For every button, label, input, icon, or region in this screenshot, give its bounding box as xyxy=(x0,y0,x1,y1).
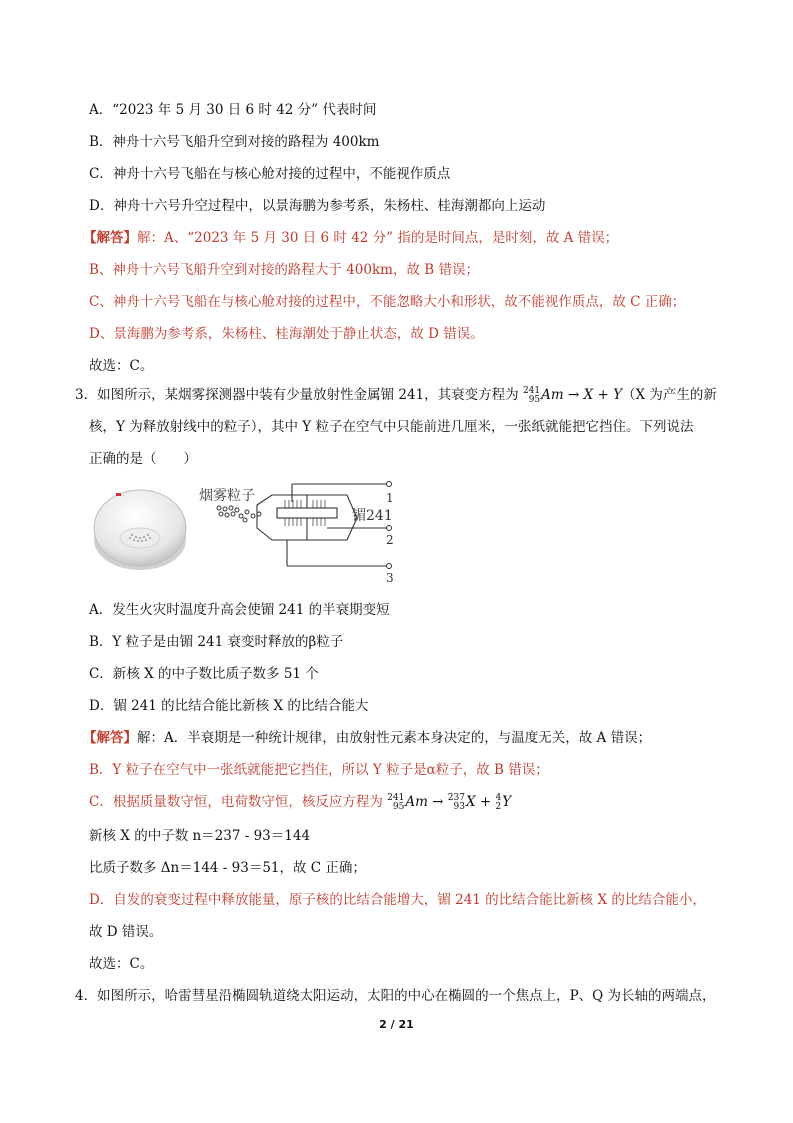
q2-option-d: D．神舟十六号升空过程中，以景海鹏为参考系，朱杨柱、桂海潮都向上运动 xyxy=(89,198,546,214)
q3-answer-b: B．Y 粒子在空气中一张纸就能把它挡住，所以 Y 粒子是α粒子，故 B 错误； xyxy=(89,762,549,778)
q2-option-b: B．神舟十六号飞船升空到对接的路程为 400km xyxy=(89,134,380,150)
reaction-y: Y xyxy=(502,794,512,810)
q3-answer-c xyxy=(89,793,511,812)
q3-option-b: B．Y 粒子是由镅 241 衰变时释放的β粒子 xyxy=(89,634,344,650)
smoke-detector-image xyxy=(92,478,192,578)
decay-equation: Am → X + Y xyxy=(541,387,623,403)
nuclide-y xyxy=(495,794,501,812)
q3-figure xyxy=(92,478,402,588)
atomic-number: 95 xyxy=(392,801,405,812)
q3-stem-1b: （X 为产生的新 xyxy=(622,387,717,403)
terminal-1 xyxy=(387,482,392,487)
americium-label: 镅241 xyxy=(352,508,393,524)
terminal-1-label: 1 xyxy=(386,491,394,505)
q2-option-c: C．神舟十六号飞船在与核心舱对接的过程中，不能视作质点 xyxy=(89,166,451,182)
ionization-chamber-diagram xyxy=(197,478,402,588)
answer-text: 解：A．半衰期是一种统计规律，由放射性元素本身决定的，与温度无关，故 A 错误； xyxy=(137,730,652,746)
q2-option-a: A．“2023 年 5 月 30 日 6 时 42 分” 代表时间 xyxy=(89,102,377,118)
answer-tag: 【解答】 xyxy=(83,230,137,246)
q3-choice: 故选：C。 xyxy=(89,956,154,972)
nuclide-x xyxy=(448,794,465,812)
q3-answer-d-1: D．自发的衰变过程中释放能量，原子核的比结合能增大，镅 241 的比结合能比新核 X 的比结合能小， xyxy=(89,892,706,908)
q4-stem-line1: 4．如图所示，哈雷彗星沿椭圆轨道绕太阳运动，太阳的中心在椭圆的一个焦点上，P、Q 为长轴的两端点， xyxy=(75,988,716,1004)
smoke-particles-label: 烟雾粒子 xyxy=(199,488,255,504)
page-number: 2 / 21 xyxy=(379,1018,414,1031)
q3-option-d: D．镅 241 的比结合能比新核 X 的比结合能大 xyxy=(89,698,369,714)
nuclide-am xyxy=(523,387,540,405)
mass-number: 241 xyxy=(387,792,405,803)
q3-stem-line3: 正确的是（ ） xyxy=(89,451,197,467)
q3-answer-d-2: 故 D 错误。 xyxy=(89,924,163,940)
q2-answer-b: B、神舟十六号飞船升空到对接的路程大于 400km，故 B 错误； xyxy=(89,262,479,278)
answer-text: 解：A、“2023 年 5 月 30 日 6 时 42 分” 指的是时间点，是时刻，故 A 错误； xyxy=(137,230,619,246)
terminal-3-label: 3 xyxy=(386,571,394,585)
q2-choice: 故选：C。 xyxy=(89,358,154,374)
reaction-am: Am → xyxy=(405,794,444,810)
q3-option-c: C．新核 X 的中子数比质子数多 51 个 xyxy=(89,666,319,682)
q3-neutron-line: 新核 X 的中子数 n＝237 - 93＝144 xyxy=(89,828,311,844)
q3-diff-line: 比质子数多 Δn＝144 - 93＝51，故 C 正确； xyxy=(89,860,366,876)
atomic-number: 93 xyxy=(453,801,465,812)
q3-stem-1a: 3．如图所示，某烟雾探测器中装有少量放射性金属镅 241，其衰变方程为 xyxy=(75,387,519,403)
nuclide-am-reaction xyxy=(387,794,404,812)
terminal-3 xyxy=(387,564,392,569)
atomic-number: 95 xyxy=(528,394,541,405)
terminal-2-label: 2 xyxy=(386,533,394,547)
q2-answer-d: D、景海鹏为参考系，朱杨柱、桂海潮处于静止状态，故 D 错误。 xyxy=(89,326,484,342)
mass-number: 4 xyxy=(495,792,502,803)
q3-stem-line2: 核，Y 为释放射线中的粒子），其中 Y 粒子在空气中只能前进几厘米，一张纸就能把它挡住。下列说法 xyxy=(89,419,694,435)
atomic-number: 2 xyxy=(495,801,502,812)
q2-answer-c: C、神舟十六号飞船在与核心舱对接的过程中，不能忽略大小和形状，故不能视作质点，故 C 正确； xyxy=(89,294,686,310)
q3-option-a: A．发生火灾时温度升高会使镅 241 的半衰期变短 xyxy=(89,602,390,618)
answer-c-text: C．根据质量数守恒，电荷数守恒，核反应方程为 xyxy=(89,794,383,810)
terminal-2 xyxy=(387,526,392,531)
q3-stem-line1 xyxy=(75,386,717,405)
mass-number: 241 xyxy=(522,385,541,396)
reaction-x: X + xyxy=(465,794,492,810)
answer-tag: 【解答】 xyxy=(83,730,137,746)
q2-answer-a xyxy=(83,229,618,247)
mass-number: 237 xyxy=(447,792,465,803)
q3-answer-a xyxy=(83,729,651,747)
